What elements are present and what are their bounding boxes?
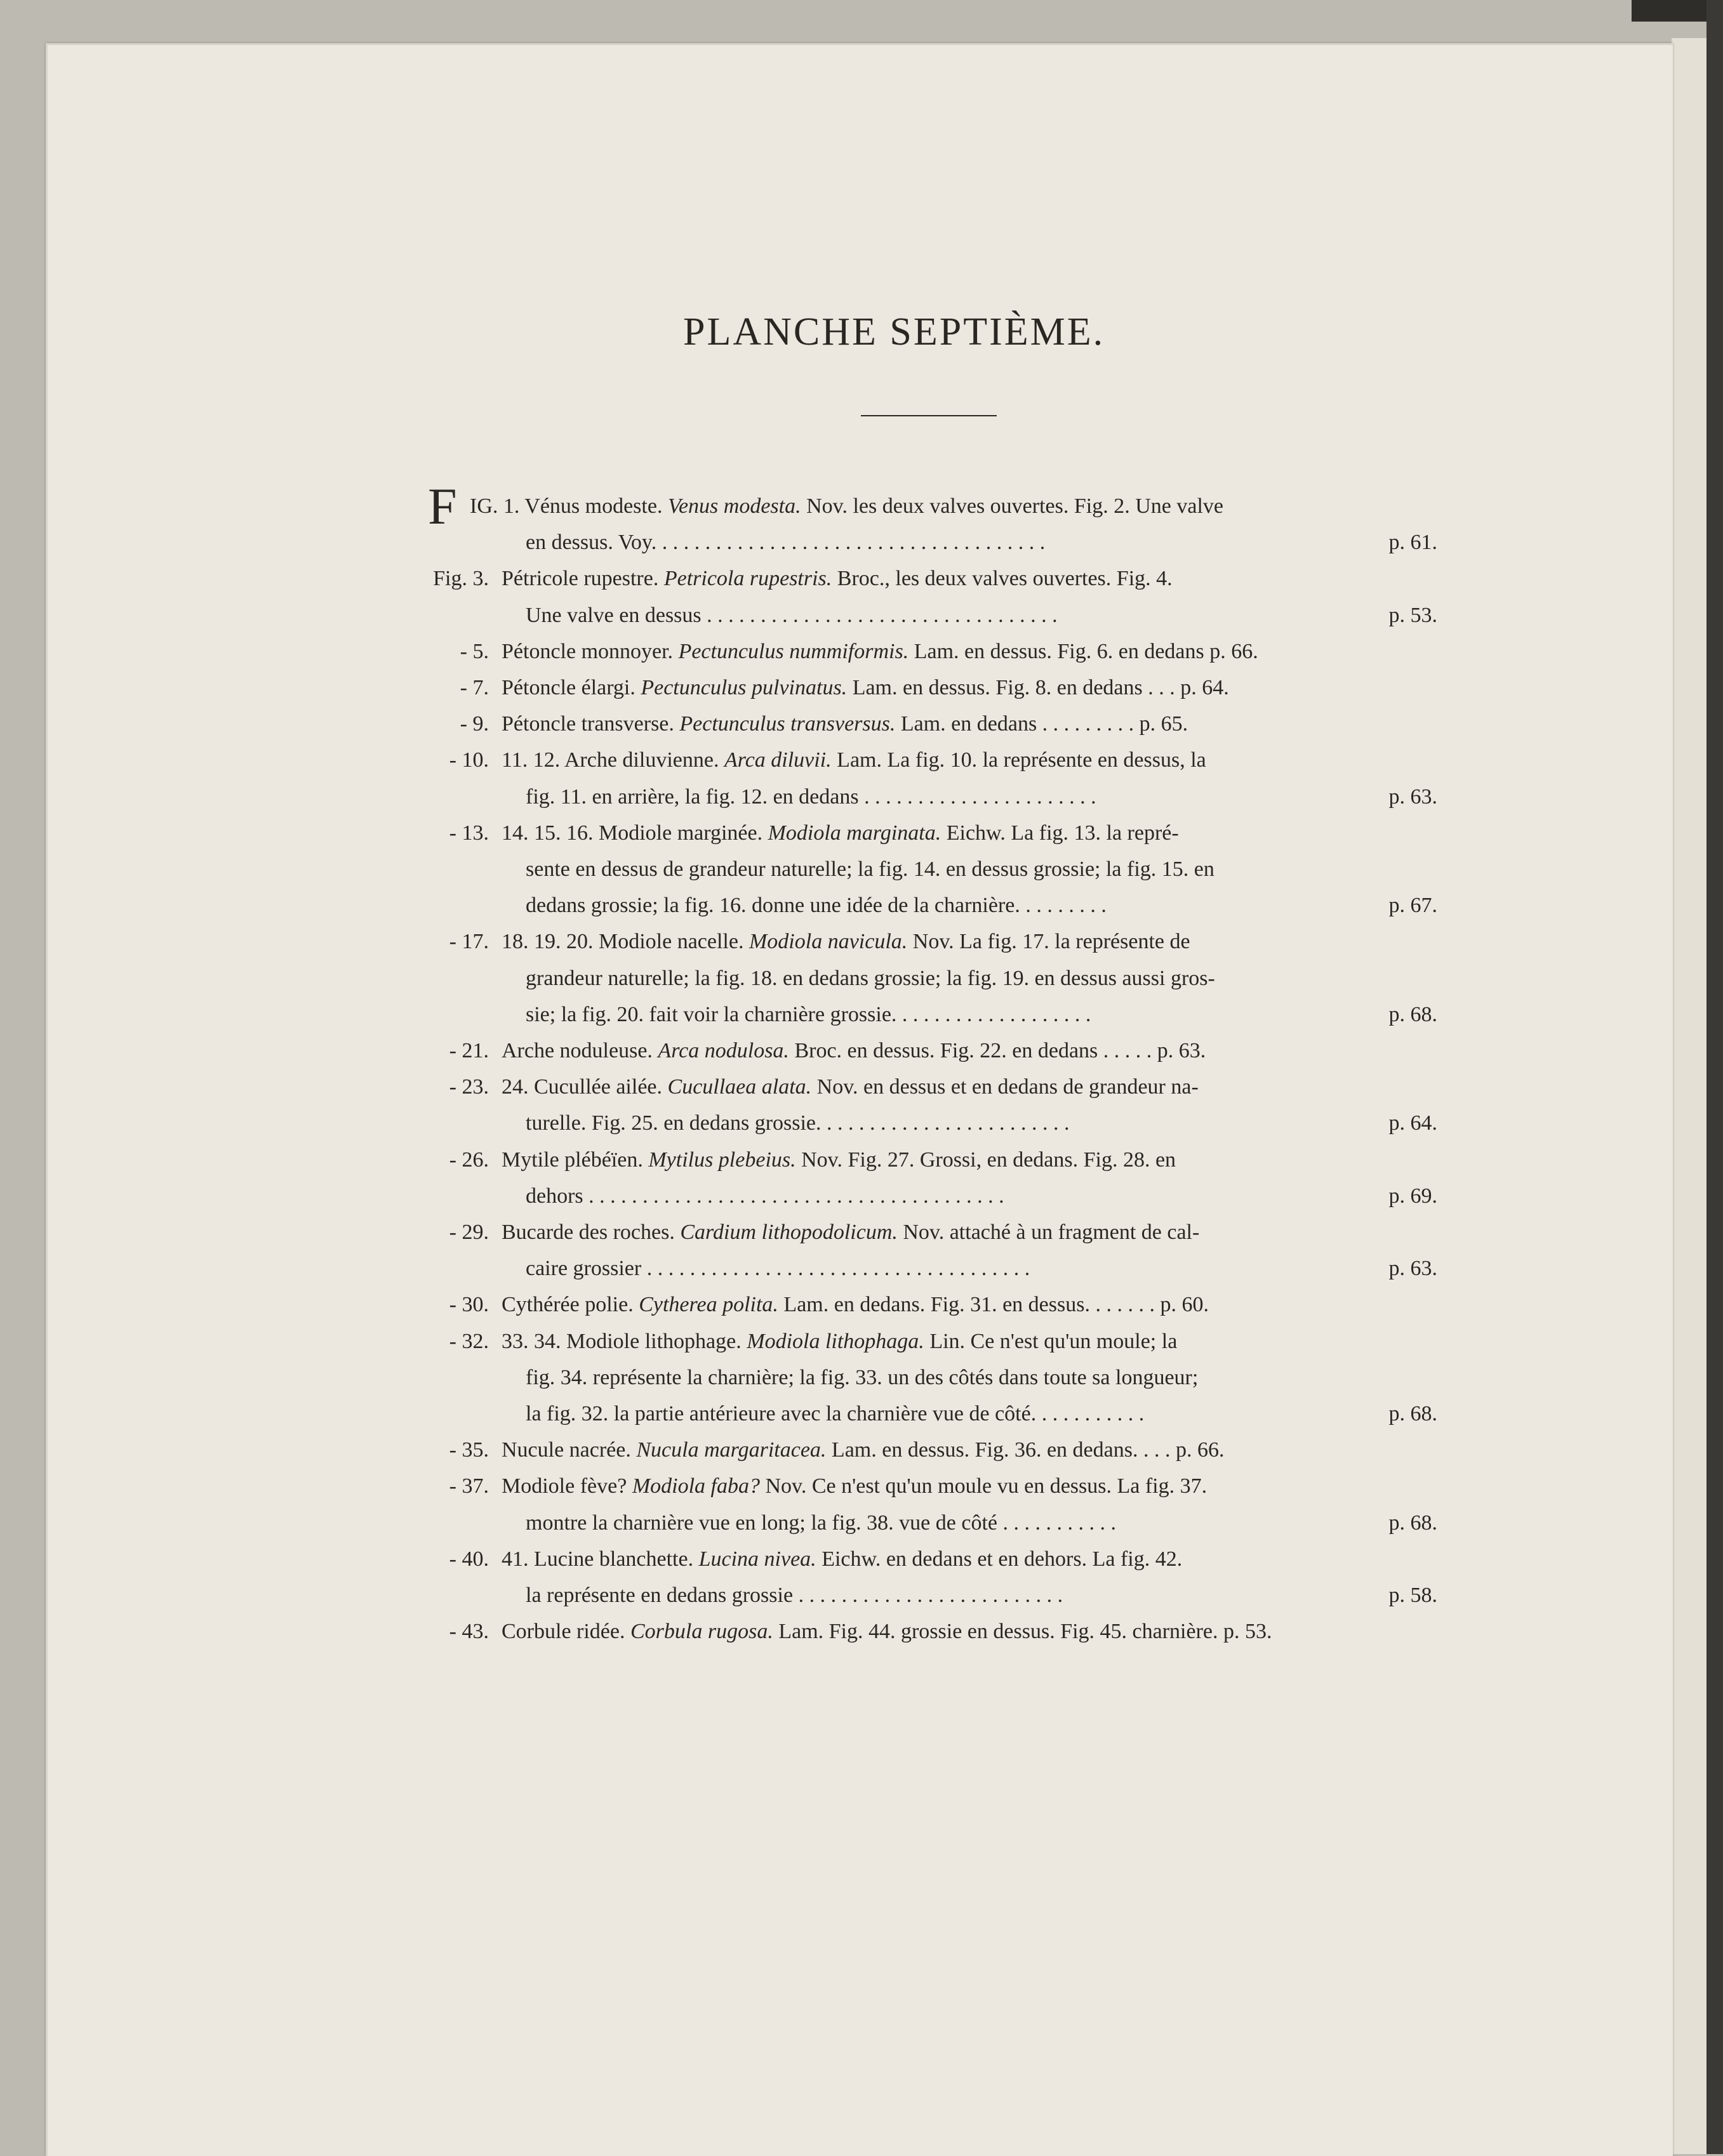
entry-first-line bbox=[502, 1326, 1177, 1357]
entry-text: dedans grossie; la fig. 16. donne une idée de la charnière. bbox=[526, 894, 1020, 918]
leader-dots: . . . . . . . . . . . bbox=[1002, 1511, 1116, 1535]
figure-number: - 10. bbox=[449, 748, 489, 772]
entry-text: fig. 34. représente la charnière; la fig. 33. un des côtés dans toute sa longueur; bbox=[526, 1365, 1199, 1389]
figure-number: - 35. bbox=[449, 1438, 489, 1462]
figure-number: - 37. bbox=[449, 1474, 489, 1498]
entry-continuation-line bbox=[526, 1108, 1355, 1139]
leader-dots: . . . . . . . . . . . . . . . . . . . . . . . . . . . . . . . . . bbox=[707, 603, 1058, 627]
latin-name: Modiola faba? bbox=[632, 1474, 760, 1498]
latin-name: Mytilus plebeius. bbox=[648, 1147, 796, 1172]
entry-first-line bbox=[502, 1471, 1207, 1502]
entry-text: Nucule nacrée. bbox=[502, 1438, 637, 1462]
entry-continuation-line bbox=[526, 1363, 1198, 1393]
entry-continuation-line bbox=[526, 782, 1355, 812]
entry-text: Mytile plébéïen. bbox=[502, 1147, 649, 1172]
figure-number: - 29. bbox=[449, 1220, 489, 1244]
latin-name: Pectunculus pulvinatus. bbox=[641, 676, 848, 699]
latin-name: Lucina nivea. bbox=[698, 1547, 816, 1571]
entry-text: sente en dessus de grandeur naturelle; la fig. 14. en dessus grossie; la fig. 15. en bbox=[526, 857, 1214, 881]
entry-text: la représente en dedans grossie bbox=[526, 1584, 794, 1607]
latin-name: Cucullaea alata. bbox=[667, 1075, 812, 1099]
entry-text-rest: Broc. en dessus. Fig. 22. en dedans . . . . . p. 63. bbox=[788, 1039, 1206, 1062]
latin-name: Cytherea polita. bbox=[639, 1293, 778, 1317]
entry-text: sie; la fig. 20. fait voir la charnière grossie. bbox=[526, 1002, 897, 1026]
entry-text-rest: Nov. en dessus et en dedans de grandeur na- bbox=[811, 1075, 1199, 1099]
entry-text: Bucarde des roches. bbox=[502, 1220, 681, 1244]
entry-text-rest: Lam. Fig. 44. grossie en dessus. Fig. 45. charnière. p. 53. bbox=[773, 1620, 1272, 1644]
entry-text: Arche noduleuse. bbox=[502, 1039, 658, 1062]
entry-text: 41. Lucine blanchette. bbox=[502, 1547, 699, 1571]
entry-text: en dessus. Voy. bbox=[526, 531, 657, 555]
entry-first-line bbox=[502, 927, 1190, 957]
page-reference: p. 63. bbox=[1361, 1253, 1437, 1284]
entry-text: dehors bbox=[526, 1184, 583, 1208]
entry-text: 18. 19. 20. Modiole nacelle. bbox=[502, 930, 749, 954]
figure-number: - 23. bbox=[449, 1075, 489, 1099]
latin-name: Nucula margaritacea. bbox=[636, 1438, 827, 1462]
figure-number: - 21. bbox=[449, 1039, 489, 1062]
entry-first-line bbox=[502, 1036, 1206, 1066]
entry-text: Corbule ridée. bbox=[502, 1620, 630, 1644]
drop-cap: F bbox=[428, 477, 457, 535]
entry-text: fig. 11. en arrière, la fig. 12. en dedans bbox=[526, 784, 859, 809]
entry-first-line bbox=[502, 1544, 1182, 1575]
entry-text-rest: Nov. les deux valves ouvertes. Fig. 2. Une valve bbox=[801, 494, 1223, 518]
entry-continuation-line bbox=[526, 963, 1215, 994]
entry-first-line bbox=[502, 673, 1229, 703]
page-reference: p. 61. bbox=[1361, 527, 1437, 558]
entry-text-rest: Lam. en dedans. Fig. 31. en dessus. . . . . . . p. 60. bbox=[778, 1293, 1209, 1317]
entry-continuation-line bbox=[526, 527, 1355, 558]
figure-number: - 32. bbox=[449, 1329, 489, 1353]
latin-name: Venus modesta. bbox=[667, 494, 801, 518]
entry-continuation-line bbox=[526, 854, 1214, 885]
leader-dots: . . . . . . . . . . . . . . . . . . . . . . . . . . . . . . . . . . . . bbox=[646, 1257, 1030, 1281]
entry-text-rest: Lin. Ce n'est qu'un moule; la bbox=[924, 1329, 1178, 1353]
scan-edge-right bbox=[1706, 0, 1723, 2154]
entry-text: IG. 1. Vénus modeste. bbox=[470, 494, 668, 518]
entry-text-rest: Lam. en dessus. Fig. 36. en dedans. . . . p. 66. bbox=[826, 1438, 1225, 1462]
entry-first-line bbox=[502, 1290, 1209, 1320]
entry-text: 24. Cucullée ailée. bbox=[502, 1075, 668, 1099]
page-reference: p. 68. bbox=[1361, 1000, 1437, 1030]
figure-number: - 40. bbox=[449, 1547, 489, 1571]
latin-name: Modiola lithophaga. bbox=[747, 1329, 924, 1353]
page-reference: p. 53. bbox=[1361, 600, 1437, 631]
latin-name: Pectunculus transversus. bbox=[679, 712, 896, 736]
entry-first-line bbox=[502, 1617, 1272, 1647]
entry-first-line bbox=[502, 1145, 1176, 1175]
entry-text: 14. 15. 16. Modiole marginée. bbox=[502, 821, 768, 845]
page-reference: p. 67. bbox=[1361, 890, 1437, 921]
leader-dots: . . . . . . . . . . . . . . . . . . . . . . bbox=[864, 784, 1096, 809]
entry-text-rest: Lam. en dessus. Fig. 8. en dedans . . . p. 64. bbox=[847, 676, 1229, 699]
page-reference: p. 63. bbox=[1361, 782, 1437, 812]
latin-name: Arca nodulosa. bbox=[658, 1039, 789, 1062]
latin-name: Pectunculus nummiformis. bbox=[678, 639, 909, 663]
leader-dots: . . . . . . . . . . . . . . . . . . . . . . . . . . . . . . . . . . . . . . . bbox=[589, 1184, 1004, 1208]
figure-number: - 43. bbox=[449, 1620, 489, 1644]
title-rule bbox=[861, 415, 997, 416]
entry-text-rest: Eichw. La fig. 13. la repré- bbox=[941, 821, 1179, 845]
entry-first-line bbox=[502, 1435, 1224, 1465]
entry-text: 11. 12. Arche diluvienne. bbox=[502, 748, 724, 772]
entry-text: Pétricole rupestre. bbox=[502, 567, 664, 591]
entry-first-line bbox=[502, 818, 1179, 849]
entry-first-line bbox=[502, 745, 1206, 776]
leader-dots: . . . . . . . . . . . . . . . . . . bbox=[901, 1002, 1091, 1026]
leader-dots: . . . . . . . . . . . . . . . . . . . . . . . . . bbox=[798, 1584, 1063, 1607]
entry-continuation-line bbox=[526, 1399, 1355, 1429]
entry-first-line bbox=[470, 491, 1223, 522]
entry-text: caire grossier bbox=[526, 1257, 642, 1281]
page-reference: p. 64. bbox=[1361, 1108, 1437, 1139]
figure-number: - 9. bbox=[460, 712, 489, 736]
latin-name: Arca diluvii. bbox=[724, 748, 832, 772]
page-reference: p. 58. bbox=[1361, 1580, 1437, 1611]
entry-text: Pétoncle monnoyer. bbox=[502, 639, 679, 663]
figure-number: - 5. bbox=[460, 639, 489, 663]
entry-text: turelle. Fig. 25. en dedans grossie. bbox=[526, 1111, 822, 1135]
entry-text: la fig. 32. la partie antérieure avec la charnière vue de côté. bbox=[526, 1402, 1037, 1425]
latin-name: Cardium lithopodolicum. bbox=[680, 1220, 898, 1244]
entry-text-rest: Nov. attaché à un fragment de cal- bbox=[897, 1220, 1200, 1244]
figure-number: - 17. bbox=[449, 930, 489, 954]
leader-dots: . . . . . . . . bbox=[1025, 894, 1107, 918]
entry-text-rest: Lam. en dedans . . . . . . . . . p. 65. bbox=[895, 712, 1188, 736]
entry-first-line bbox=[502, 1217, 1199, 1248]
latin-name: Petricola rupestris. bbox=[663, 567, 832, 591]
entry-text: 33. 34. Modiole lithophage. bbox=[502, 1329, 747, 1353]
leader-dots: . . . . . . . . . . bbox=[1041, 1402, 1145, 1425]
entry-text-rest: Lam. en dessus. Fig. 6. en dedans p. 66. bbox=[908, 639, 1258, 663]
entry-first-line bbox=[502, 1072, 1199, 1102]
entry-continuation-line bbox=[526, 1253, 1355, 1284]
leader-dots: . . . . . . . . . . . . . . . . . . . . . . . . . . . . . . . . . . . . bbox=[662, 531, 1046, 555]
entry-continuation-line bbox=[526, 1000, 1355, 1030]
entry-continuation-line bbox=[526, 1580, 1355, 1611]
latin-name: Corbula rugosa. bbox=[630, 1620, 773, 1644]
latin-name: Modiola marginata. bbox=[768, 821, 941, 845]
entry-text: Cythérée polie. bbox=[502, 1293, 639, 1317]
entry-text-rest: Lam. La fig. 10. la représente en dessus, la bbox=[831, 748, 1206, 772]
entry-text-rest: Nov. La fig. 17. la représente de bbox=[907, 930, 1190, 954]
page-title: PLANCHE SEPTIÈME. bbox=[683, 310, 1105, 354]
entry-continuation-line bbox=[526, 1181, 1355, 1212]
figure-number: - 26. bbox=[449, 1147, 489, 1172]
leader-dots: . . . . . . . . . . . . . . . . . . . . . . . bbox=[827, 1111, 1070, 1135]
page-reference: p. 68. bbox=[1361, 1399, 1437, 1429]
entry-text-rest: Nov. Fig. 27. Grossi, en dedans. Fig. 28. en bbox=[795, 1147, 1176, 1172]
entry-text-rest: Nov. Ce n'est qu'un moule vu en dessus. La fig. 37. bbox=[759, 1474, 1207, 1498]
page-reference: p. 69. bbox=[1361, 1181, 1437, 1212]
entry-text: Pétoncle transverse. bbox=[502, 712, 680, 736]
entry-continuation-line bbox=[526, 890, 1355, 921]
latin-name: Modiola navicula. bbox=[748, 930, 908, 954]
figure-number: - 30. bbox=[449, 1293, 489, 1317]
figure-number: Fig. 3. bbox=[433, 567, 489, 591]
entry-text: Une valve en dessus bbox=[526, 603, 702, 627]
entry-text: Modiole fève? bbox=[502, 1474, 632, 1498]
page-reference: p. 68. bbox=[1361, 1508, 1437, 1538]
entry-first-line bbox=[502, 709, 1188, 739]
figure-number: - 13. bbox=[449, 821, 489, 845]
entry-text: grandeur naturelle; la fig. 18. en dedans grossie; la fig. 19. en dessus aussi gros- bbox=[526, 966, 1215, 990]
entry-first-line bbox=[502, 564, 1173, 594]
entry-continuation-line bbox=[526, 1508, 1355, 1538]
entry-text-rest: Broc., les deux valves ouvertes. Fig. 4. bbox=[832, 567, 1173, 591]
entry-text-rest: Eichw. en dedans et en dehors. La fig. 42. bbox=[816, 1547, 1183, 1571]
entry-text: Pétoncle élargi. bbox=[502, 676, 641, 699]
entry-continuation-line bbox=[526, 600, 1355, 631]
figure-number: - 7. bbox=[460, 676, 489, 699]
entry-text: montre la charnière vue en long; la fig. 38. vue de côté bbox=[526, 1511, 997, 1535]
entry-first-line bbox=[502, 637, 1258, 667]
